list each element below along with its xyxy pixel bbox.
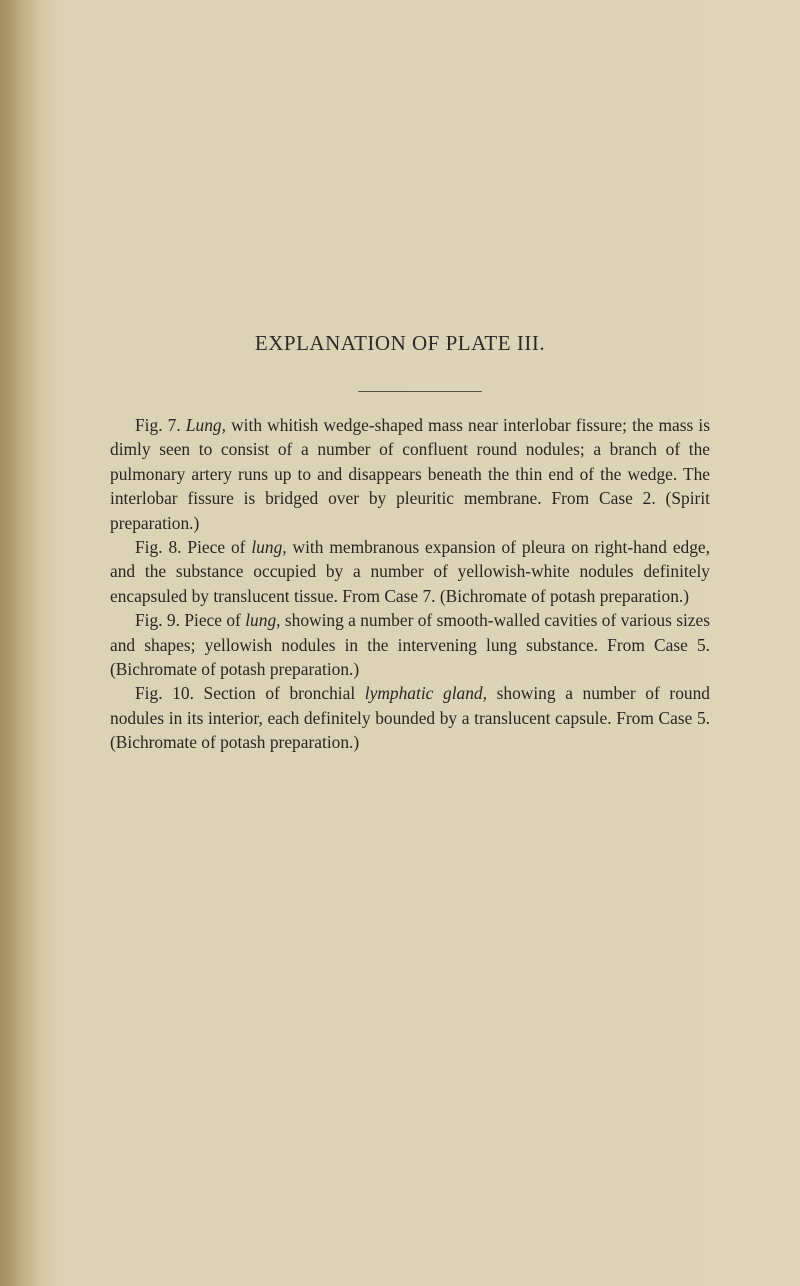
- figure-9-italic: lung,: [245, 610, 281, 631]
- figure-7-paragraph: [110, 413, 710, 535]
- figure-8-text: with membranous expansion of pleura on right-hand edge, and the substance occupied by a number of yellowish-white nodules definitely encapsuled by translucent tissue. From Case 7. (Bichromate of potash preparation.): [110, 537, 710, 606]
- figure-9-pre: Piece of: [179, 610, 246, 631]
- figure-10-text: showing a number of round nodules in its interior, each definitely bounded by a translucent capsule. From Case 5. (Bichromate of potash preparation.): [110, 683, 710, 753]
- figure-10-paragraph: [110, 681, 710, 754]
- figure-10-pre: Section of bronchial: [193, 683, 365, 704]
- figure-7-italic: Lung,: [185, 415, 226, 435]
- figure-10-italic: lymphatic gland,: [364, 683, 487, 704]
- figure-8-pre: Piece of: [181, 537, 252, 558]
- binding-shadow: [0, 0, 40, 1286]
- figure-8-italic: lung,: [251, 537, 287, 558]
- figure-explanations: [110, 413, 710, 755]
- figure-10-label: Fig. 10.: [135, 683, 194, 704]
- title-rule: [358, 391, 482, 392]
- figure-8-label: Fig. 8.: [135, 537, 182, 558]
- page-title: EXPLANATION OF PLATE III.: [254, 331, 546, 355]
- figure-9-label: Fig. 9.: [135, 610, 180, 631]
- figure-7-text: with whitish wedge-shaped mass near interlobar fissure; the mass is dimly seen to consist of a number of confluent round nodules; a branch of the pulmonary artery runs up to and disappears beneath the thin end of the wedge. The interlobar fissure is bridged over by pleuritic membrane. From Case 2. (Spirit preparation.): [110, 415, 710, 533]
- figure-8-paragraph: [110, 535, 710, 608]
- figure-7-label: Fig. 7.: [135, 415, 181, 435]
- figure-9-paragraph: [110, 608, 710, 681]
- figure-9-text: showing a number of smooth-walled cavities of various sizes and shapes; yellowish nodules in the intervening lung substance. From Case 5. (Bichromate of potash preparation.): [110, 610, 711, 680]
